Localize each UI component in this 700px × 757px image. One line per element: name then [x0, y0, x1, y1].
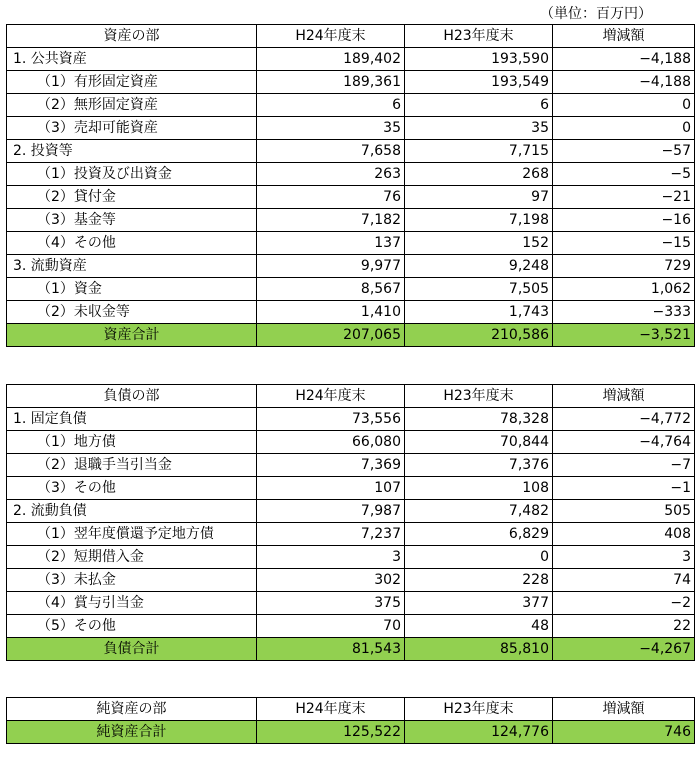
- h24-value: 3: [257, 546, 405, 569]
- row-label: （2）未収金等: [7, 301, 257, 324]
- table-row: [7, 232, 695, 255]
- table-row: [7, 477, 695, 500]
- diff-value: 3: [553, 546, 695, 569]
- diff-value: 505: [553, 500, 695, 523]
- total-h23: 124,776: [405, 721, 553, 744]
- h23-value: 268: [405, 163, 553, 186]
- table-row: [7, 615, 695, 638]
- column-header: 増減額: [553, 698, 695, 721]
- h23-value: 48: [405, 615, 553, 638]
- assets-table: [6, 24, 695, 347]
- h24-value: 302: [257, 569, 405, 592]
- row-label: （1）有形固定資産: [7, 71, 257, 94]
- table-row: [7, 186, 695, 209]
- table-row: [7, 255, 695, 278]
- diff-value: −4,772: [553, 408, 695, 431]
- h24-value: 7,237: [257, 523, 405, 546]
- h23-value: 7,715: [405, 140, 553, 163]
- diff-value: −16: [553, 209, 695, 232]
- column-header: H23年度末: [405, 385, 553, 408]
- total-h23: 85,810: [405, 638, 553, 661]
- diff-value: −4,188: [553, 48, 695, 71]
- diff-value: 74: [553, 569, 695, 592]
- table-row: [7, 48, 695, 71]
- diff-value: 1,062: [553, 278, 695, 301]
- h24-value: 70: [257, 615, 405, 638]
- diff-value: −5: [553, 163, 695, 186]
- h24-value: 1,410: [257, 301, 405, 324]
- diff-value: −15: [553, 232, 695, 255]
- table-row: [7, 117, 695, 140]
- h23-value: 193,549: [405, 71, 553, 94]
- h24-value: 35: [257, 117, 405, 140]
- table-row: [7, 523, 695, 546]
- diff-value: −57: [553, 140, 695, 163]
- column-header: H23年度末: [405, 25, 553, 48]
- h24-value: 76: [257, 186, 405, 209]
- h23-value: 70,844: [405, 431, 553, 454]
- h23-value: 9,248: [405, 255, 553, 278]
- total-row: [7, 324, 695, 347]
- total-label: 資産合計: [7, 324, 257, 347]
- h24-value: 9,977: [257, 255, 405, 278]
- total-diff: 746: [553, 721, 695, 744]
- row-label: （3）未払金: [7, 569, 257, 592]
- total-h24: 207,065: [257, 324, 405, 347]
- table-row: [7, 278, 695, 301]
- diff-value: 0: [553, 117, 695, 140]
- diff-value: −333: [553, 301, 695, 324]
- column-header: H24年度末: [257, 385, 405, 408]
- h23-value: 35: [405, 117, 553, 140]
- table-row: [7, 71, 695, 94]
- h24-value: 73,556: [257, 408, 405, 431]
- row-label: （3）その他: [7, 477, 257, 500]
- column-header: 増減額: [553, 25, 695, 48]
- diff-value: −21: [553, 186, 695, 209]
- h23-value: 7,505: [405, 278, 553, 301]
- h23-value: 0: [405, 546, 553, 569]
- net-assets-table: [6, 697, 695, 744]
- h23-value: 6: [405, 94, 553, 117]
- total-label: 負債合計: [7, 638, 257, 661]
- h23-value: 228: [405, 569, 553, 592]
- h23-value: 7,198: [405, 209, 553, 232]
- row-label: 2. 投資等: [7, 140, 257, 163]
- diff-value: 22: [553, 615, 695, 638]
- table-row: [7, 163, 695, 186]
- h23-value: 6,829: [405, 523, 553, 546]
- table-row: [7, 140, 695, 163]
- row-label: （1）資金: [7, 278, 257, 301]
- row-label: （2）退職手当引当金: [7, 454, 257, 477]
- table-row: [7, 301, 695, 324]
- h23-value: 78,328: [405, 408, 553, 431]
- row-label: 1. 公共資産: [7, 48, 257, 71]
- row-label: （2）貸付金: [7, 186, 257, 209]
- h23-value: 152: [405, 232, 553, 255]
- h23-value: 193,590: [405, 48, 553, 71]
- row-label: （1）地方債: [7, 431, 257, 454]
- column-header: H24年度末: [257, 25, 405, 48]
- row-label: （2）短期借入金: [7, 546, 257, 569]
- h24-value: 137: [257, 232, 405, 255]
- h24-value: 107: [257, 477, 405, 500]
- table-row: [7, 408, 695, 431]
- h24-value: 189,402: [257, 48, 405, 71]
- h23-value: 1,743: [405, 301, 553, 324]
- diff-value: −1: [553, 477, 695, 500]
- unit-label: （単位：百万円）: [540, 6, 652, 22]
- h23-value: 7,482: [405, 500, 553, 523]
- table-row: [7, 546, 695, 569]
- row-label: 1. 固定負債: [7, 408, 257, 431]
- total-row: [7, 721, 695, 744]
- row-label: （3）基金等: [7, 209, 257, 232]
- h24-value: 7,369: [257, 454, 405, 477]
- diff-value: 729: [553, 255, 695, 278]
- diff-value: 0: [553, 94, 695, 117]
- h24-value: 263: [257, 163, 405, 186]
- h24-value: 6: [257, 94, 405, 117]
- column-header: 資産の部: [7, 25, 257, 48]
- h23-value: 97: [405, 186, 553, 209]
- h23-value: 377: [405, 592, 553, 615]
- header-row: [7, 385, 695, 408]
- h24-value: 7,987: [257, 500, 405, 523]
- header-row: [7, 698, 695, 721]
- table-row: [7, 209, 695, 232]
- row-label: （1）投資及び出資金: [7, 163, 257, 186]
- row-label: （5）その他: [7, 615, 257, 638]
- total-row: [7, 638, 695, 661]
- row-label: （4）賞与引当金: [7, 592, 257, 615]
- total-h24: 125,522: [257, 721, 405, 744]
- column-header: H23年度末: [405, 698, 553, 721]
- row-label: （4）その他: [7, 232, 257, 255]
- table-row: [7, 454, 695, 477]
- table-row: [7, 592, 695, 615]
- diff-value: −7: [553, 454, 695, 477]
- total-h24: 81,543: [257, 638, 405, 661]
- diff-value: −2: [553, 592, 695, 615]
- h24-value: 189,361: [257, 71, 405, 94]
- total-diff: −3,521: [553, 324, 695, 347]
- total-diff: −4,267: [553, 638, 695, 661]
- h24-value: 7,182: [257, 209, 405, 232]
- h24-value: 8,567: [257, 278, 405, 301]
- table-row: [7, 569, 695, 592]
- h23-value: 108: [405, 477, 553, 500]
- row-label: 3. 流動資産: [7, 255, 257, 278]
- table-row: [7, 94, 695, 117]
- table-row: [7, 500, 695, 523]
- row-label: （1）翌年度償還予定地方債: [7, 523, 257, 546]
- table-row: [7, 431, 695, 454]
- h24-value: 375: [257, 592, 405, 615]
- diff-value: 408: [553, 523, 695, 546]
- column-header: 増減額: [553, 385, 695, 408]
- row-label: （3）売却可能資産: [7, 117, 257, 140]
- total-label: 純資産合計: [7, 721, 257, 744]
- liabilities-table: [6, 384, 695, 661]
- column-header: 負債の部: [7, 385, 257, 408]
- column-header: 純資産の部: [7, 698, 257, 721]
- header-row: [7, 25, 695, 48]
- row-label: 2. 流動負債: [7, 500, 257, 523]
- h24-value: 7,658: [257, 140, 405, 163]
- h23-value: 7,376: [405, 454, 553, 477]
- diff-value: −4,764: [553, 431, 695, 454]
- h24-value: 66,080: [257, 431, 405, 454]
- diff-value: −4,188: [553, 71, 695, 94]
- row-label: （2）無形固定資産: [7, 94, 257, 117]
- column-header: H24年度末: [257, 698, 405, 721]
- total-h23: 210,586: [405, 324, 553, 347]
